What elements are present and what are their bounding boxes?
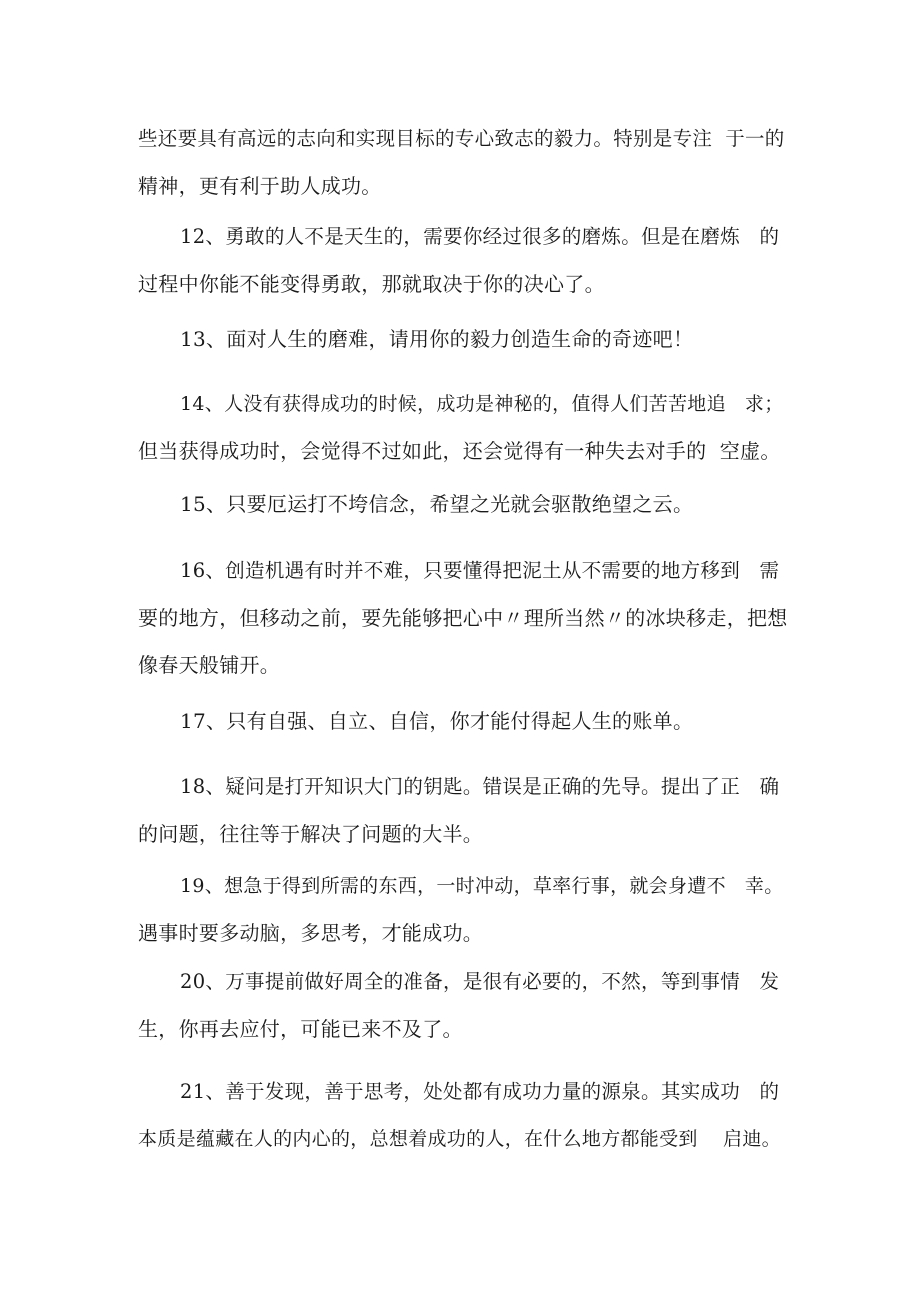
paragraph-17-line-1: 17、只有自强、自立、自信，你才能付得起人生的账单。	[180, 709, 694, 733]
paragraph-15-line-1: 15、只要厄运打不垮信念，希望之光就会驱散绝望之云。	[180, 492, 694, 516]
paragraph-19-line-2: 遇事时要多动脑，多思考，才能成功。	[138, 921, 484, 945]
paragraph-19-line-1: 19、想急于得到所需的东西，一时冲动，草率行事，就会身遭不 幸。	[180, 875, 784, 897]
paragraph-12-line-2: 过程中你能不能变得勇敢，那就取决于你的决心了。	[138, 272, 605, 296]
paragraph-16-line-2: 要的地方，但移动之前，要先能够把心中〃理所当然〃的冰块移走，把想	[138, 606, 788, 630]
paragraph-14-line-2: 但当获得成功时，会觉得不过如此，还会觉得有一种失去对手的 空虚。	[138, 439, 781, 463]
paragraph-13-line-1: 13、面对人生的磨难，请用你的毅力创造生命的奇迹吧！	[180, 327, 694, 351]
paragraph-11-line-1: 些还要具有高远的志向和实现目标的专心致志的毅力。特别是专注 于一的	[138, 127, 785, 150]
paragraph-21-line-1: 21、善于发现，善于思考，处处都有成功力量的源泉。其实成功 的	[180, 1080, 780, 1103]
paragraph-14-line-1: 14、人没有获得成功的时候，成功是神秘的，值得人们苦苦地追 求；	[180, 393, 784, 415]
paragraph-18-line-1: 18、疑问是打开知识大门的钥匙。错误是正确的先导。提出了正 确	[180, 775, 780, 798]
paragraph-20-line-1: 20、万事提前做好周全的准备，是很有必要的，不然，等到事情 发	[180, 970, 780, 993]
paragraph-16-line-1: 16、创造机遇有时并不难，只要懂得把泥土从不需要的地方移到 需	[180, 559, 780, 582]
paragraph-11-line-2: 精神，更有利于助人成功。	[138, 174, 382, 198]
paragraph-16-line-3: 像春天般铺开。	[138, 653, 281, 677]
paragraph-21-line-2: 本质是蕴藏在人的内心的，总想着成功的人，在什么地方都能受到 启迪。	[138, 1128, 781, 1150]
paragraph-12-line-1: 12、勇敢的人不是天生的，需要你经过很多的磨炼。但是在磨炼 的	[180, 225, 780, 248]
paragraph-20-line-2: 生，你再去应付，可能已来不及了。	[138, 1017, 463, 1041]
paragraph-18-line-2: 的问题，往往等于解决了问题的大半。	[138, 822, 484, 846]
